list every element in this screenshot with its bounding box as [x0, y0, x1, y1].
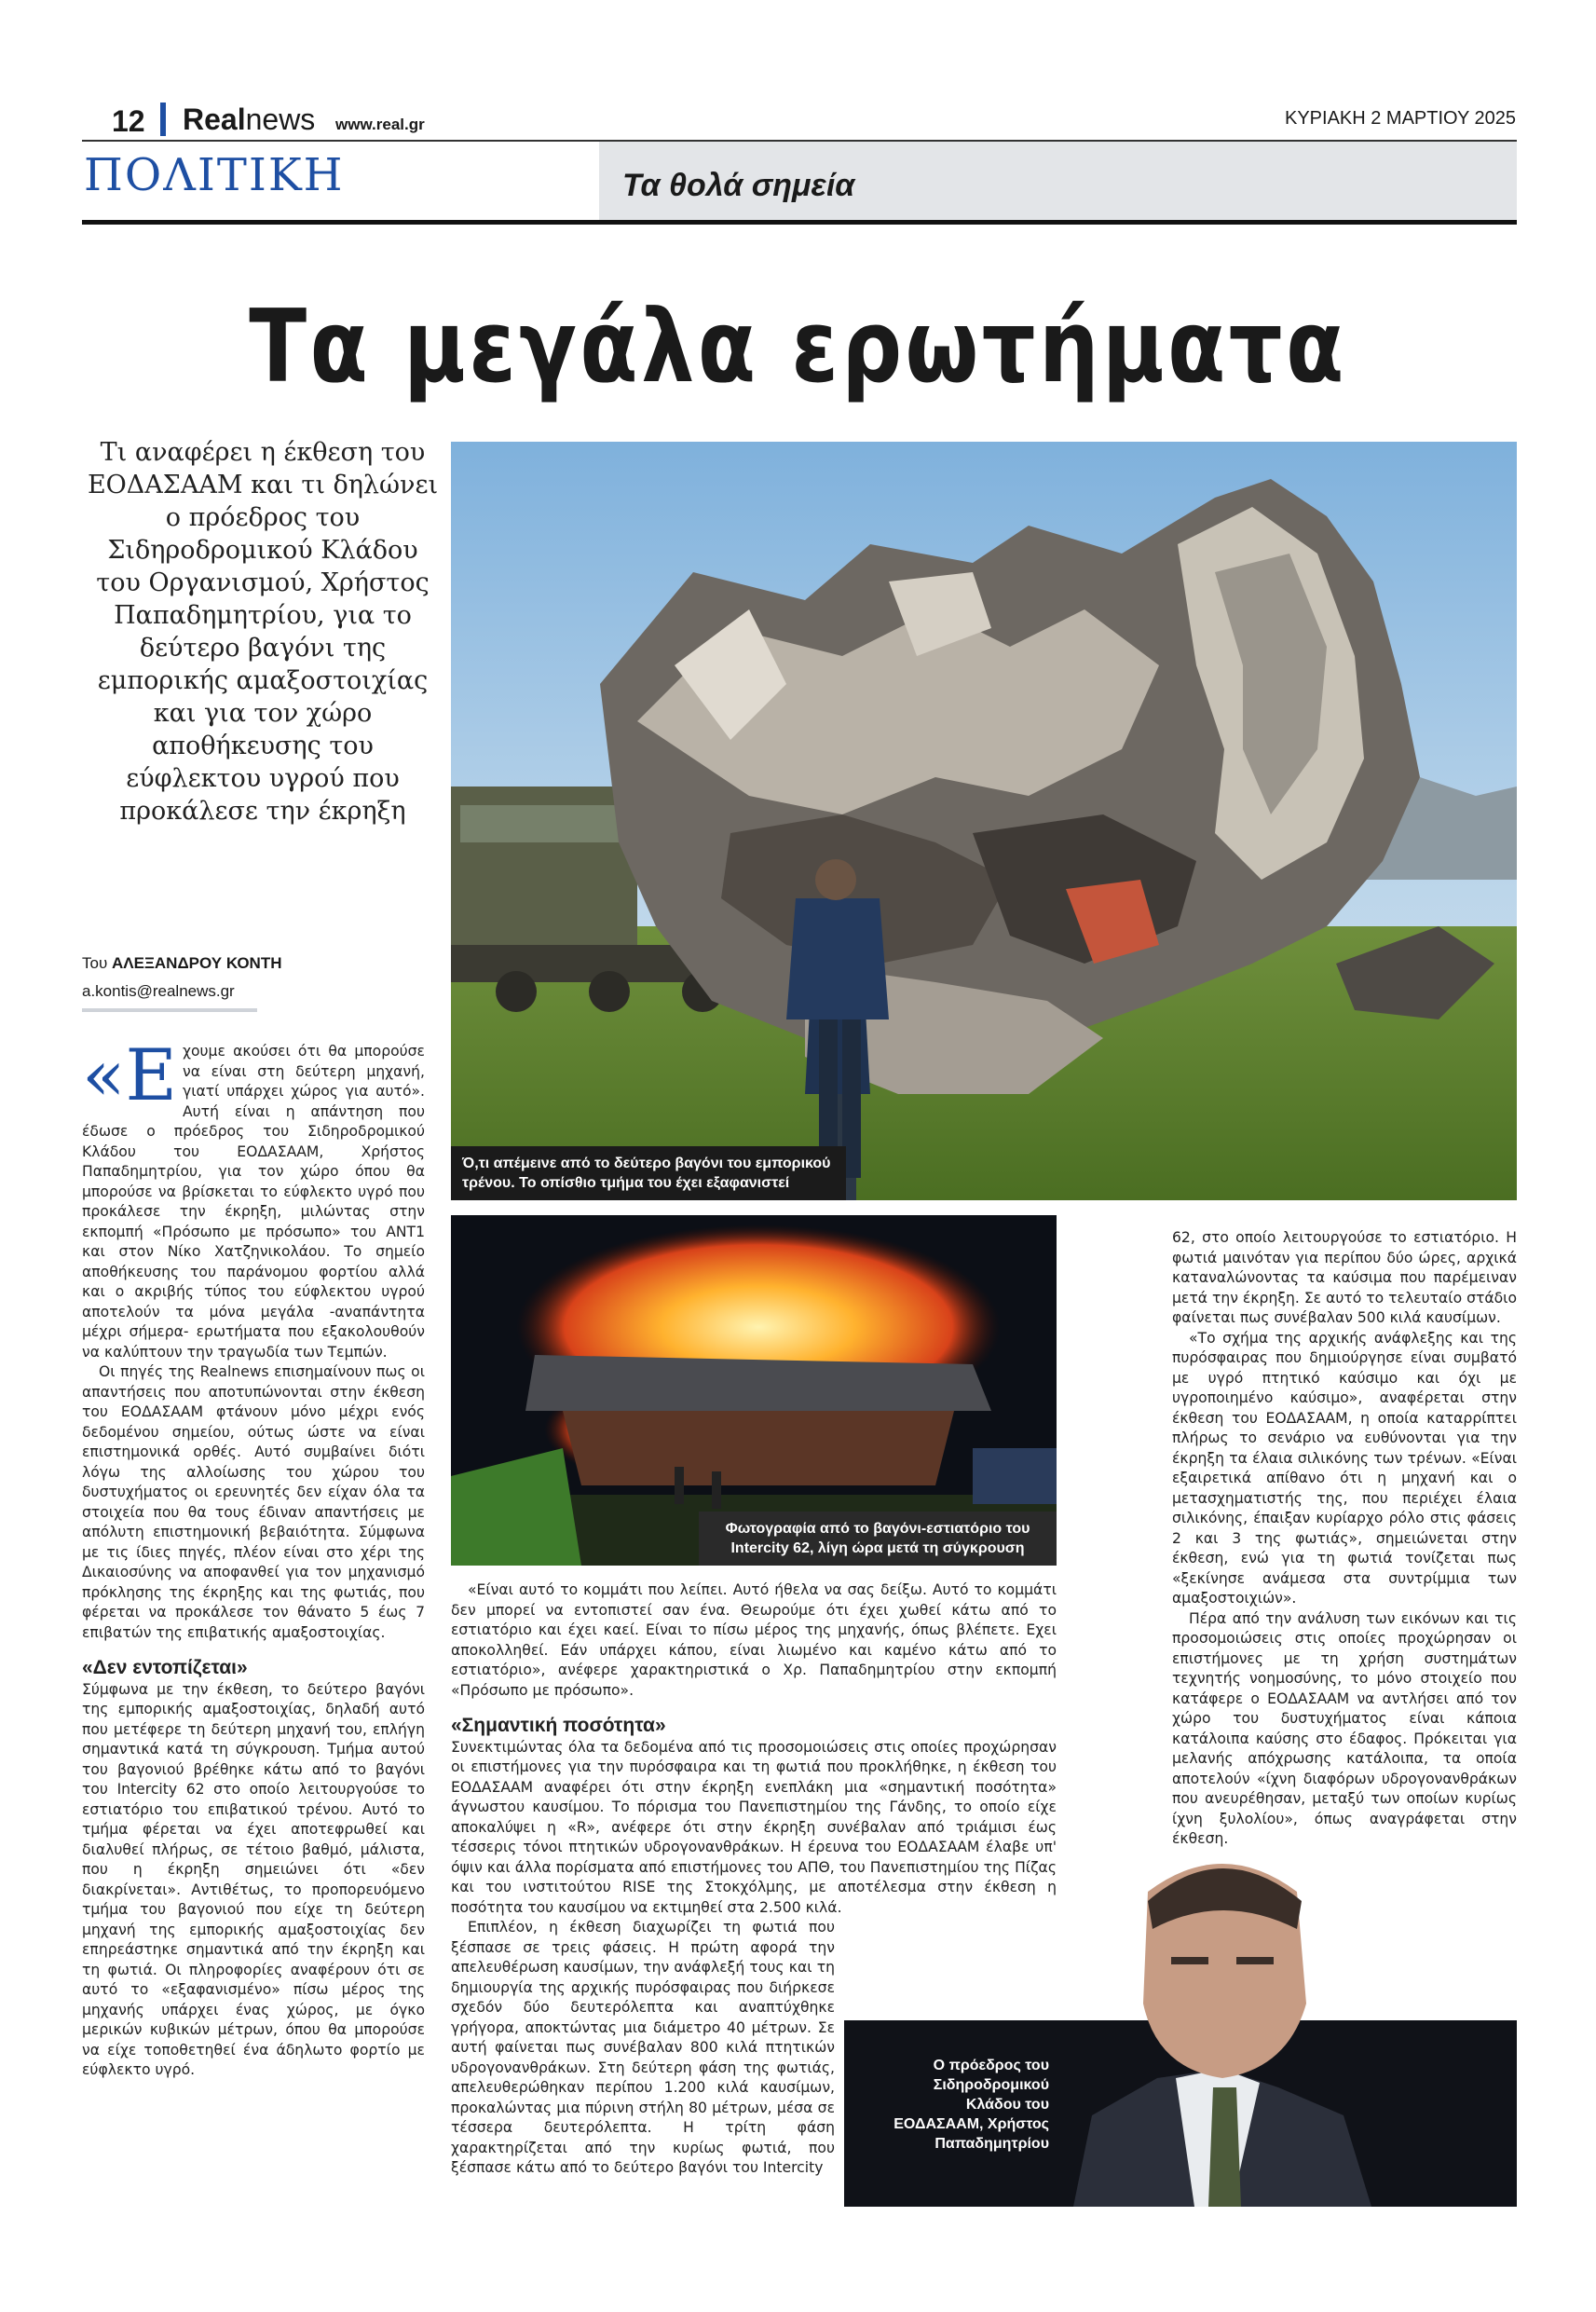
author-email[interactable]: a.kontis@realnews.gr — [82, 982, 235, 1000]
website-url: www.real.gr — [335, 116, 425, 133]
paragraph — [82, 1033, 425, 1362]
section-title: ΠΟΛΙΤΙΚΗ — [84, 149, 345, 201]
wreck-photo — [451, 442, 1517, 1200]
header-divider — [160, 103, 166, 136]
byline-author: ΑΛΕΞΑΝΔΡΟΥ ΚΟΝΤΗ — [112, 954, 282, 972]
paragraph: Συνεκτιμώντας όλα τα δεδομένα από τις προσομοιώσεις στις οποίες προχώρησαν οι επιστήμονες για την πυρόσφαιρα και τη φωτιά που προκλήθηκε, η έκθεση του ΕΟΔΑΣΑΑΜ αναφέρει ότι στην έκρηξη ενεπλάκη μια «σημαντική ποσότητα» άγνωστου καυσίμου. Το πόρισμα του Πανεπιστημίου της Γάνδης, το οποίο είχε αποκαλύψει η «R», ανέφερε ότι στην έκρηξη συνέβαλαν από τριάμισι έως τέσσερις τόνοι πτητικών υδρογονανθράκων. Η έρευνα του ΕΟΔΑΣΑΑΜ έλαβε υπ' όψιν και άλλα πορίσματα από επιστήμονες του ΑΠΘ, του Πανεπιστημίου της Πίζας και του ινστιτούτου RISE της Στοκχόλμης, με αποτέλεσμα στην έκθεση η ποσότητα του καυσίμου να εκτιμηθεί στα 2.500 κιλά. — [451, 1738, 1057, 1916]
paragraph: «Είναι αυτό το κομμάτι που λείπει. Αυτό ήθελα να σας δείξω. Αυτό το κομμάτι δεν μπορεί να εντοπιστεί σαν ένα. Θεωρούμε ότι έχει χωθεί κάτω από το εστιατόριο και έχει καεί. Είναι το πίσω μέρος της μηχανής, όπως βλέπετε. Εχει αποκολληθεί. Εάν υπάρχει κάπου, είναι λιωμένο και καμένο κάτω από το εστιατόριο», ανέφερε χαρακτηριστικά ο Χρ. Παπαδημητρίου στην εκπομπή «Πρόσωπο με πρόσωπο». — [451, 1581, 1057, 1699]
section-tag: Τα θολά σημεία — [622, 168, 855, 203]
portrait-caption: Ο πρόεδρος του Σιδηροδρομικού Κλάδου του ΕΟΔΑΣΑΑΜ, Χρήστος Παπαδημητρίου — [893, 2058, 1049, 2152]
drop-cap: «Ε — [82, 1033, 177, 1116]
column-3 — [1172, 1228, 1517, 1850]
page-number: 12 — [112, 104, 145, 138]
section-rule — [82, 220, 1517, 225]
paragraph: 62, στο οποίο λειτουργούσε το εστιατόριο. Η φωτιά μαινόταν για περίπου δύο ώρες, αρχικά καταναλώνοντας τα καύσιμα που παρέμειναν μετά την έκρηξη. Σε αυτό το τελευταίο στάδιο φαίνεται πως συνέβαλαν 500 κιλά καυσίμων. — [1172, 1229, 1517, 1326]
fire-photo-caption: Φωτογραφία από το βαγόνι-εστιατόριο του Intercity 62, λίγη ώρα μετά τη σύγκρουση — [699, 1512, 1057, 1566]
brand-logo — [183, 103, 315, 137]
paragraph-text: χουμε ακούσει ότι θα μπορούσε να είναι στη δεύτερη μηχανή, γιατί υπάρχει χώρος για αυτό». Αυτή είναι η απάντηση που έδωσε ο πρόεδρος του Σιδηροδρομικού Κλάδου του ΕΟΔΑΣΑΑΜ, Χρήστος Παπαδημητρίου, για τον χώρο όπου θα μπορούσε να βρίσκεται το εύφλεκτο υγρό που προκάλεσε την έκρηξη, μιλώντας στην εκπομπή «Πρόσωπο με πρόσωπο» του ΑΝΤ1 και στον Νίκο Χατζηνικολάου. Το σημείο αποθήκευσης του παράνομου φορτίου αλλά και ο ακριβής τύπος του εύφλεκτου υγρού αποτελούν τα μόνα μεγάλα -αναπάντητα μέχρι σήμερα- ερωτήματα που εξακολουθούν να καλύπτουν την τραγωδία των Τεμπών. — [82, 1043, 425, 1361]
brand-rest: news — [245, 103, 316, 136]
byline — [82, 954, 281, 973]
brand-bold: Real — [183, 103, 246, 136]
paragraph[interactable]: Επιπλέον, η έκθεση διαχωρίζει τη φωτιά που ξέσπασε σε τρεις φάσεις. Η πρώτη αφορά την απελευθέρωση καυσίμων, την ανάφλεξή τους και τη δημιουργία της αρχικής πυρόσφαιρας που διήρκεσε σχεδόν δύο δευτερόλεπτα και αναπτύχθηκε γρήγορα, αποκτώντας μια διάμετρο 40 μέτρων. Σε αυτή φαίνεται πως συνέβαλαν 800 κιλά πτητικών υδρογονανθράκων. Στη δεύτερη φάση της φωτιάς, απελευθερώθηκαν περίπου 1.200 κιλά καυσίμων, προκαλώντας μια πύρινη στήλη 80 μέτρων, μέσα σε τέσσερα δευτερόλεπτα. Η τρίτη φάση χαρακτηρίζεται από την κυρίως φωτιά, που ξέσπασε κάτω από το δεύτερο βαγόνι του Intercity — [451, 1919, 835, 2176]
byline-prefix: Του — [82, 954, 112, 972]
subheading: «Δεν εντοπίζεται» — [82, 1657, 248, 1678]
wreck-photo-caption: Ό,τι απέμεινε από το δεύτερο βαγόνι του εμπορικού τρένου. Το οπίσθιο τμήμα του έχει εξαφανιστεί — [451, 1146, 846, 1200]
article-headline: Τα μεγάλα ερωτήματα — [249, 289, 1347, 405]
wreck-photo-image — [451, 442, 1517, 1200]
portrait-photo — [1036, 1836, 1517, 2207]
paragraph — [1172, 1609, 1517, 1850]
paragraph: Οι πηγές της Realnews επισημαίνουν πως οι απαντήσεις που αποτυπώνονται στην έκθεση του ΕΟΔΑΣΑΑΜ φτάνουν μόνο μέχρι ενός δεδομένου σημείου, ούτως ώστε να είναι επιστημονικά ορθές. Αυτό συμβαίνει διότι λόγω της αλλοίωσης του χώρου του δυστυχήματος οι ερευνητές δεν είχαν όλα τα στοιχεία που θα τους έδιναν απαντήσεις με απόλυτη επιστημονική βεβαιότητα. Σύμφωνα με τις ίδιες πηγές, πλέον είναι στο χέρι της Δικαιοσύνης να αποφανθεί για τον μηχανισμό πρόκλησης της έκρηξης και της φωτιάς, που φέρεται να προκάλεσε τον θάνατο 5 έως 7 επιβατών της επιβατικής αμαξοστοιχίας. — [82, 1363, 425, 1641]
portrait-image — [1036, 1836, 1517, 2207]
paragraph: Σύμφωνα με την έκθεση, το δεύτερο βαγόνι της εμπορικής αμαξοστοιχίας, δηλαδή αυτό που μετέφερε τη δεύτερη μηχανή του, επλήγη σημαντικά κατά τη σύγκρουση. Τμήμα αυτού του βαγονιού βρέθηκε κάτω από το βαγόνι του Intercity 62 στο οποίο λειτουργούσε το εστιατόριο του επιβατικού τρένου. Αυτό το τμήμα φέρεται να έχει αποτεφρωθεί και διαλυθεί πλήρως, σε τέτοιο βαθμό, μάλιστα, που η έκρηξη σημειώνει ότι «δεν διακρίνεται». Αντιθέτως, το προπορευόμενο τμήμα του βαγονιού που είχε τη δεύτερη μηχανή της εμπορικής αμαξοστοιχίας δεν επηρεάστηκε σημαντικά από την έκρηξη και τη φωτιά. Οι πληροφορίες αναφέρουν ότι σε αυτό το «εξαφανισμένο» πίσω μέρος της μηχανής υπάρχει ένας χώρος, με όγκο μερικών κυβικών μέτρων, όπου θα μπορούσε να είχε τοποθετηθεί ένα άδηλωτο φορτίο με εύφλεκτο υγρό. — [82, 1680, 425, 2078]
paragraph: «Το σχήμα της αρχικής ανάφλεξης και της πυρόσφαιρας που δημιούργησε είναι συμβατό με υγρό πτητικό καύσιμο και όχι με υγροποιημένο καύσιμο», αναφέρεται στην έκθεση του ΕΟΔΑΣΑΑΜ, η οποία καταρρίπτει πλήρως το σενάριο να ευθύνονται για την έκρηξη τα έλαια σιλικόνης των τρένων. «Είναι εξαιρετικά απίθανο ότι η μηχανή και ο μετασχηματιστής της, που περιέχει έλαια σιλικόνης, έπαιξαν κυρίαρχο ρόλο στις φάσεις 2 και 3 της φωτιάς», σημειώνεται στην έκθεση, ενώ για τη φωτιά τονίζεται πως «ξεκίνησε ανάμεσα στα συντρίμμια των αμαξοστοιχιών». — [1172, 1329, 1517, 1607]
fire-photo — [451, 1215, 1057, 1566]
subheading: «Σημαντική ποσότητα» — [451, 1715, 666, 1736]
byline-rule — [82, 1008, 257, 1012]
paragraph-text: Πέρα από την ανάλυση των εικόνων και τις προσομοιώσεις στις οποίες προχώρησαν οι επιστήμονες με τη χρήση συστημάτων τεχνητής νοημοσύνης, το μόνο στοιχείο που κατάφερε ο ΕΟΔΑΣΑΑΜ να αντλήσει από τον χώρο του δυστυχήματος είναι κάποια κατάλοιπα καύσης στο έδαφος. Πρόκειται για μελανής απόχρωσης κατάλοιπα, τα οποία αποτελούν «ίχνη διαφόρων υδρογονανθράκων που ανευρέθησαν, μεταξύ των οποίων κυρίως ίχνη ξυλολίου», όπως αναγράφεται στην έκθεση. — [1172, 1609, 1517, 1847]
column-1 — [82, 1033, 425, 2081]
issue-date: ΚΥΡΙΑΚΗ 2 ΜΑΡΤΙΟΥ 2025 — [1285, 108, 1516, 129]
article-lead: Τι αναφέρει η έκθεση του ΕΟΔΑΣΑΑΜ και τι δηλώνει ο πρόεδρος του Σιδηροδρομικού Κλάδου του Οργανισμού, Χρήστος Παπαδημητρίου, για το δεύτερο βαγόνι της εμπορικής αμαξοστοιχίας και για τον χώρο αποθήκευσης του εύφλεκτου υγρού που προκάλεσε την έκρηξη — [87, 438, 439, 826]
